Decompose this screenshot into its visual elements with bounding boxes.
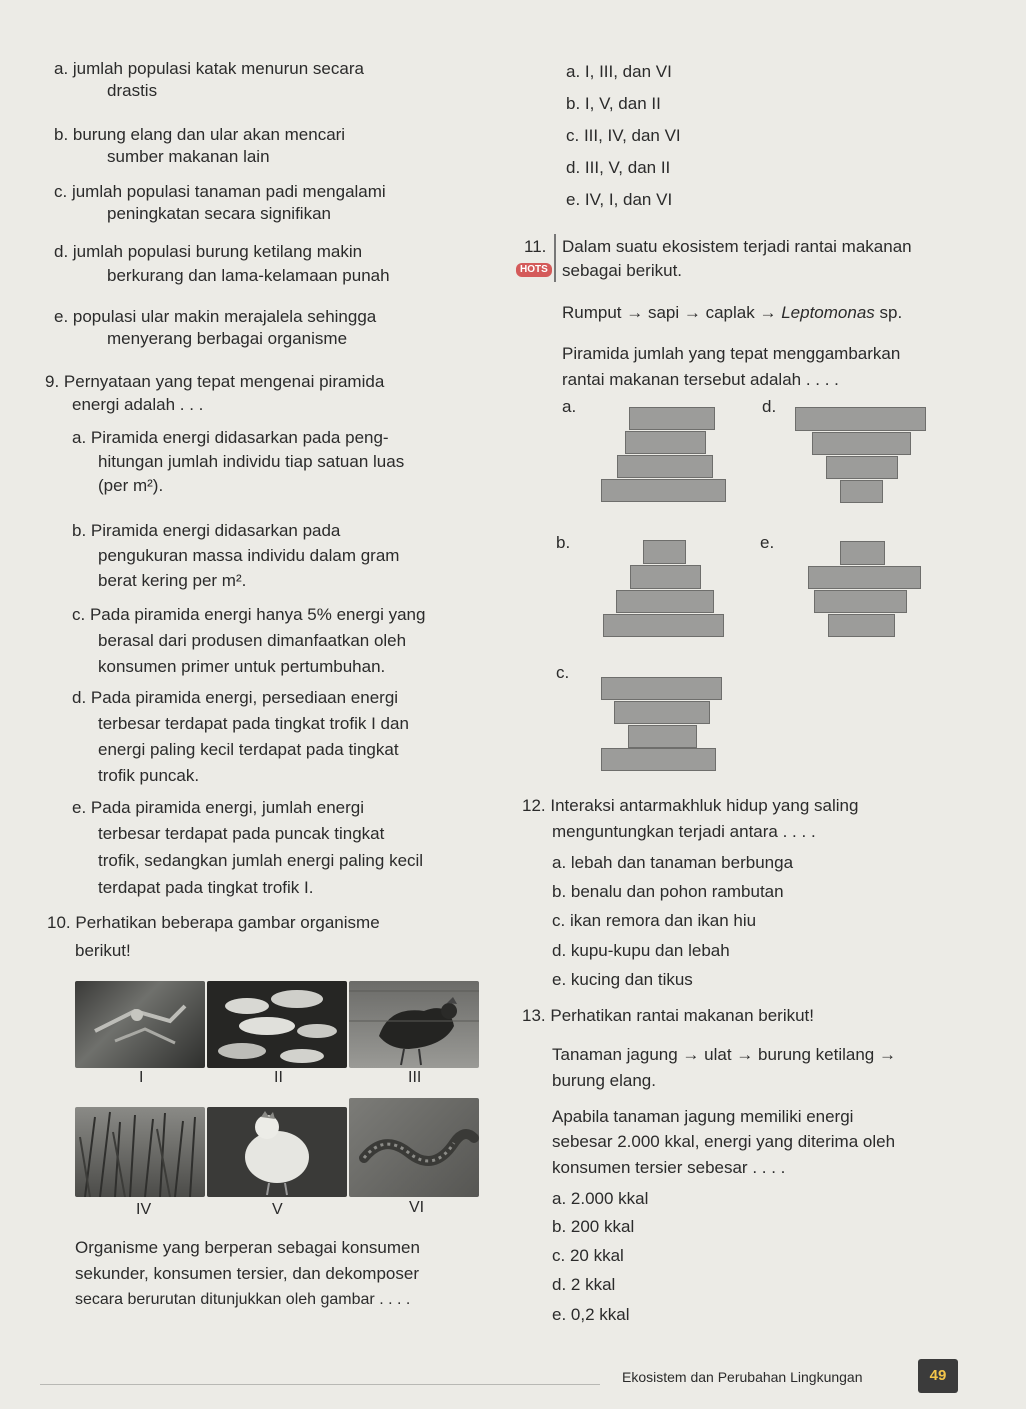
q11-option-d-label: d. (762, 397, 777, 416)
pyramid-c-level-3 (614, 701, 710, 724)
pyramid-e-level-3 (808, 566, 921, 589)
q11-chain-suffix: sp. (874, 303, 903, 322)
q9-option-e-cont3: terdapat pada tingkat trofik I. (98, 878, 314, 897)
photo-i-mantis (75, 981, 205, 1068)
q8-answer-c: c. III, IV, dan VI (566, 126, 681, 145)
photo-label-iv: IV (136, 1201, 152, 1218)
q12-option-b: b. benalu dan pohon rambutan (552, 882, 784, 901)
q12-stem-cont: menguntungkan terjadi antara . . . . (552, 822, 816, 841)
q8-option-b-cont: sumber makanan lain (107, 147, 270, 166)
q12-option-c: c. ikan remora dan ikan hiu (552, 911, 757, 930)
q12-option-d: d. kupu-kupu dan lebah (552, 941, 730, 960)
q8-option-a-cont: drastis (107, 81, 158, 100)
q11-question-cont: rantai makanan tersebut adalah . . . . (562, 370, 839, 389)
q8-option-e-cont: menyerang berbagai organisme (107, 329, 348, 348)
photo-iii-rooster (349, 981, 479, 1068)
pyramid-e-level-1 (828, 614, 895, 637)
photo-vi-snake (349, 1098, 479, 1197)
q13-option-c: c. 20 kkal (552, 1246, 624, 1265)
q9-stem: 9. Pernyataan yang tepat mengenai piramida (45, 372, 385, 391)
q9-stem-cont: energi adalah . . . (72, 395, 204, 414)
q11-divider (554, 234, 556, 282)
q8-answer-b: b. I, V, dan II (566, 94, 661, 113)
pyramid-a-level-3 (625, 431, 706, 454)
q8-option-b: b. burung elang dan ular akan mencari (54, 125, 346, 144)
pyramid-e-level-4 (840, 541, 885, 565)
q8-option-c: c. jumlah populasi tanaman padi mengalami (54, 182, 386, 201)
photo-label-ii: II (274, 1069, 283, 1086)
q8-answer-e: e. IV, I, dan VI (566, 190, 673, 209)
q9-option-c-cont1: berasal dari produsen dimanfaatkan oleh (98, 631, 407, 650)
q13-food-chain: Tanaman jagung → ulat → burung ketilang → (552, 1045, 896, 1064)
q10-question-cont2: secara berurutan ditunjukkan oleh gambar . . . . (75, 1291, 411, 1308)
q11-food-chain (562, 302, 902, 324)
pyramid-a-level-2 (617, 455, 713, 478)
photo-iv-rice-plant (75, 1107, 205, 1197)
q13-option-a: a. 2.000 kkal (552, 1189, 649, 1208)
q13-option-d: d. 2 kkal (552, 1275, 616, 1294)
photo-label-i: I (139, 1069, 144, 1086)
q10-question-cont1: sekunder, konsumen tersier, dan dekomposer (75, 1264, 419, 1283)
q13-question-cont1: sebesar 2.000 kkal, energi yang diterima oleh (552, 1132, 896, 1151)
page-number: 49 (918, 1359, 958, 1393)
photo-v-hen (207, 1107, 347, 1197)
pyramid-d-level-3 (812, 432, 911, 455)
q13-option-b: b. 200 kkal (552, 1217, 635, 1236)
photo-ii-mushroom (207, 981, 347, 1068)
q9-option-e: e. Pada piramida energi, jumlah energi (72, 798, 365, 817)
q8-answer-a: a. I, III, dan VI (566, 62, 672, 81)
q9-option-d-cont1: terbesar terdapat pada tingkat trofik I dan (98, 714, 409, 733)
pyramid-d-level-2 (826, 456, 898, 479)
q9-option-a-cont2: (per m²). (98, 476, 164, 495)
q9-option-a: a. Piramida energi didasarkan pada peng- (72, 428, 389, 447)
q8-option-a: a. jumlah populasi katak menurun secara (54, 59, 364, 78)
q11-option-c-label: c. (556, 663, 570, 682)
q8-option-d-cont: berkurang dan lama-kelamaan punah (107, 266, 390, 285)
pyramid-c-level-1 (601, 748, 716, 771)
q10-stem: 10. Perhatikan beberapa gambar organisme (47, 913, 380, 932)
pyramid-a-level-4 (629, 407, 715, 430)
q13-question-cont2: konsumen tersier sebesar . . . . (552, 1158, 786, 1177)
pyramid-d-level-4 (795, 407, 926, 431)
q11-question: Piramida jumlah yang tepat menggambarkan (562, 344, 901, 363)
photo-label-iii: III (408, 1069, 422, 1086)
q9-option-b: b. Piramida energi didasarkan pada (72, 521, 341, 540)
pyramid-d-level-1 (840, 480, 883, 503)
q13-option-e: e. 0,2 kkal (552, 1305, 630, 1324)
q12-stem: 12. Interaksi antarmakhluk hidup yang saling (522, 796, 859, 815)
q9-option-c: c. Pada piramida energi hanya 5% energi yang (72, 605, 426, 624)
q11-chain-genus: Leptomonas (781, 303, 875, 322)
q12-option-a: a. lebah dan tanaman berbunga (552, 853, 794, 872)
q11-stem-cont: sebagai berikut. (562, 261, 683, 280)
photo-label-v: V (272, 1201, 283, 1218)
pyramid-b-level-4 (643, 540, 686, 564)
q10-question: Organisme yang berperan sebagai konsumen (75, 1238, 420, 1257)
q9-option-a-cont1: hitungan jumlah individu tiap satuan luas (98, 452, 405, 471)
q11-option-a-label: a. (562, 397, 577, 416)
footer-chapter-title: Ekosistem dan Perubahan Lingkungan (622, 1369, 863, 1385)
q13-stem: 13. Perhatikan rantai makanan berikut! (522, 1006, 815, 1025)
pyramid-e-level-2 (814, 590, 907, 613)
q8-answer-d: d. III, V, dan II (566, 158, 671, 177)
pyramid-b-level-1 (603, 614, 724, 637)
q9-option-e-cont1: terbesar terdapat pada puncak tingkat (98, 824, 385, 843)
pyramid-b-level-2 (616, 590, 714, 613)
pyramid-c-level-2 (628, 725, 697, 748)
q11-number: 11. (524, 237, 547, 256)
q9-option-b-cont2: berat kering per m². (98, 571, 247, 590)
q8-option-d: d. jumlah populasi burung ketilang makin (54, 242, 363, 261)
q11-option-b-label: b. (556, 533, 571, 552)
footer-divider (40, 1384, 600, 1385)
q11-option-e-label: e. (760, 533, 775, 552)
q13-question: Apabila tanaman jagung memiliki energi (552, 1107, 854, 1126)
q13-food-chain-cont: burung elang. (552, 1071, 656, 1090)
photo-label-vi: VI (409, 1199, 425, 1216)
q8-option-e: e. populasi ular makin merajalela sehingga (54, 307, 377, 326)
q9-option-d: d. Pada piramida energi, persediaan energi (72, 688, 399, 707)
q9-option-e-cont2: trofik, sedangkan jumlah energi paling kecil (98, 851, 424, 870)
q11-stem: Dalam suatu ekosistem terjadi rantai makanan (562, 237, 912, 256)
q9-option-d-cont2: energi paling kecil terdapat pada tingkat (98, 740, 399, 759)
q10-stem-cont: berikut! (75, 941, 131, 960)
q11-chain-text: Rumput → sapi → caplak → (562, 303, 782, 322)
pyramid-b-level-3 (630, 565, 701, 589)
q8-option-c-cont: peningkatan secara signifikan (107, 204, 331, 223)
q9-option-c-cont2: konsumen primer untuk pertumbuhan. (98, 657, 386, 676)
q9-option-d-cont3: trofik puncak. (98, 766, 200, 785)
pyramid-c-level-4 (601, 677, 722, 700)
q12-option-e: e. kucing dan tikus (552, 970, 693, 989)
hots-badge: HOTS (516, 263, 552, 277)
pyramid-a-level-1 (601, 479, 726, 502)
q9-option-b-cont1: pengukuran massa individu dalam gram (98, 546, 400, 565)
